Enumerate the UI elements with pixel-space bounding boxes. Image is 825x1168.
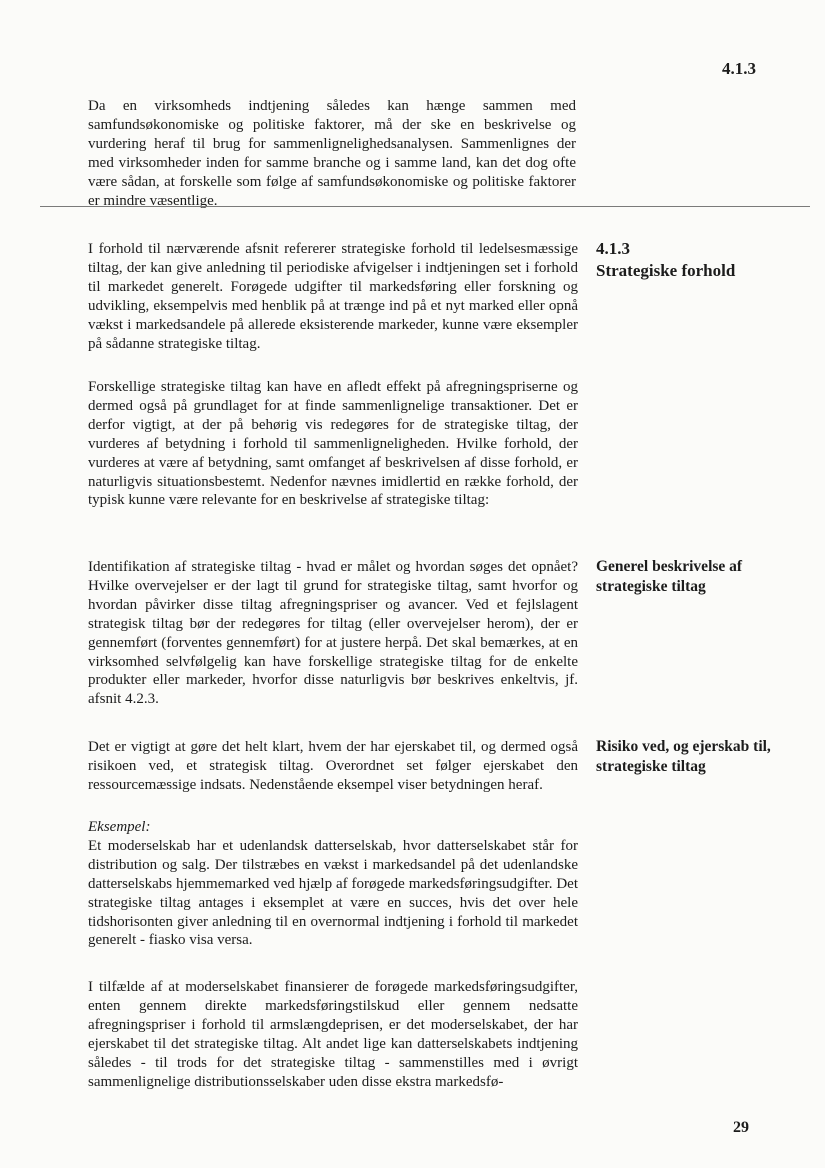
section-divider [40, 206, 810, 207]
sidebar-note-general: Generel beskrivelse af strategiske tiltag [596, 558, 743, 595]
paragraph-ownership: Det er vigtigt at gøre det helt klart, hvem der har ejerskabet til, og dermed også risikoen ved, et strategisk tiltag. Overordnet set følger ejerskabet den ressourcemæssige indsats. Nedenstående eksempel viser betydningen heraf. [88, 739, 578, 793]
paragraph-strategic-effects: Forskellige strategiske tiltag kan have en afledt effekt på afregningspriserne og dermed også på grundlaget for at finde sammenlignelige transaktioner. Det er derfor vigtigt, at der på behørig vis redegøres for de strategiske tiltag, der vurderes af betydning i forhold til sammenligneligheden. Hvilke forhold, der vurderes at være af betydning, samt omfanget af beskrivelsen af disse forhold, er naturligvis situationsbestemt. Nedenfor nævnes imidlertid en række forhold, der typisk kunne være relevante for en beskrivelse af strategiske tiltag: [88, 379, 578, 509]
page-number: 29 [733, 1119, 749, 1136]
paragraph-parent-financing: I tilfælde af at moderselskabet finansierer de forøgede markedsføringsudgifter, enten gennem direkte markedsføringstilskud eller gennem nedsatte afregningspriser i forhold til armslængdeprisen, er det moderselskabet, der har ejerskabet til det strategiske tiltag. Alt andet lige kan datterselskabets indtjening således - til trods for det strategiske tiltag - sammenstilles med i øvrigt sammenlignelige distributionsselskaber uden disse ekstra markedsfø- [88, 979, 578, 1090]
sidebar-note-risk: Risiko ved, og ejerskab til, strategiske tiltag [596, 738, 771, 775]
sidebar-section-heading [596, 238, 796, 282]
header-section-number: 4.1.3 [722, 59, 756, 78]
paragraph-strategic-definition: I forhold til nærværende afsnit refererer strategiske forhold til ledelsesmæssige tiltag, der kan give anledning til periodiske afvigelser i indtjeningen set i forhold til markedet generelt. Forøgede udgifter til markedsføring eller forskning og udvikling, eksempelvis med henblik på at trænge ind på et nyt marked eller opnå vækst i markedsandele på allerede eksisterende markeder, kunne være eksempler på sådanne strategiske tiltag. [88, 241, 578, 352]
sidebar-section-title: Strategiske forhold [596, 261, 736, 280]
intro-paragraph: Da en virksomheds indtjening således kan hænge sammen med samfundsøkonomiske og politiske faktorer, må der ske en beskrivelse og vurdering heraf til brug for sammenlignelighedsanalysen. Sammenlignes der med virksomheder inden for samme branche og i samme land, kan det dog ofte være sådan, at forskelle som følge af samfundsøkonomiske og politiske faktorer er mindre væsentlige. [88, 98, 576, 209]
example-label: Eksempel: [88, 819, 151, 835]
example-block [88, 818, 578, 950]
sidebar-section-number: 4.1.3 [596, 239, 630, 258]
paragraph-identification: Identifikation af strategiske tiltag - hvad er målet og hvordan søges det opnået? Hvilke overvejelser er der lagt til grund for strategiske tiltag, samt hvorfor og hvordan påvirker disse tiltag afregningspriser og avancer. Ved et fejlslagent strategisk tiltag bør der redegøres for tiltag (eller overvejelser herom), der er gennemført (forventes gennemført) for at justere herpå. Det skal bemærkes, at en virksomhed selvfølgelig kan have forskellige strategiske tiltag for de enkelte produkter eller markeder, hvorfor disse naturligvis bør beskrives enkeltvis, jf. afsnit 4.2.3. [88, 559, 578, 708]
example-text: Et moderselskab har et udenlandsk datterselskab, hvor datterselskabet står for distribution og salg. Der tilstræbes en vækst i markedsandel på det udenlandske datterselskabs hjemmemarked ved hjælp af forøgede markedsføringsudgifter. Det strategiske tiltag antages i eksemplet at være en succes, hvis det over hele tidshorisonten giver anledning til en overnormal indtjening i forhold til markedet generelt - fiasko visa versa. [88, 837, 578, 949]
